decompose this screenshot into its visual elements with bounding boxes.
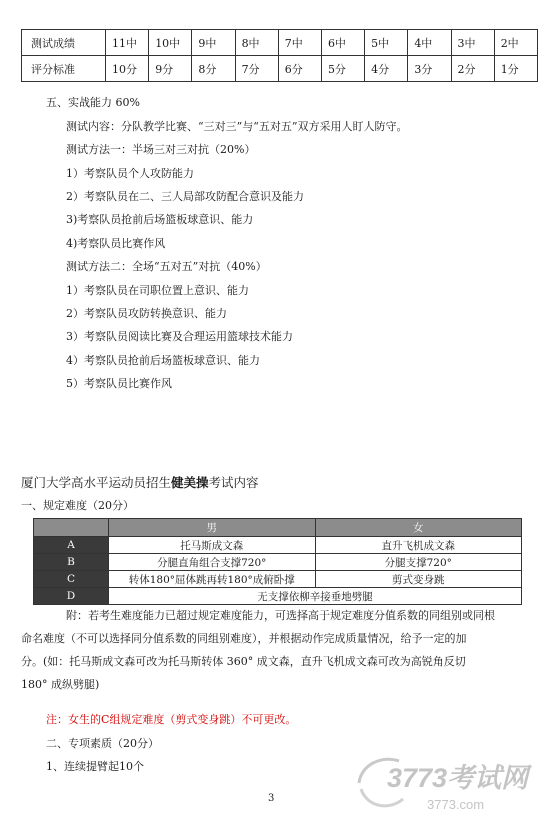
table-cell: 3中 (451, 30, 494, 56)
table-cell: C (34, 571, 109, 588)
table-cell: 6中 (321, 30, 364, 56)
list-item: 3)考察队员抢前后场篮板球意识、能力 (66, 213, 254, 226)
table-cell: 2中 (494, 30, 537, 56)
svg-text:3773考试网: 3773考试网 (387, 763, 529, 793)
table-cell: 直升飞机成文森 (315, 537, 522, 554)
method-heading: 测试方法一：半场三对三对抗（20%） (66, 143, 256, 156)
table-cell: 8分 (192, 56, 235, 82)
table-cell: D (34, 588, 109, 605)
table-cell: 7中 (278, 30, 321, 56)
list-item: 2）考察队员攻防转换意识、能力 (66, 307, 227, 320)
difficulty-table (33, 518, 522, 605)
table-cell: 6分 (278, 56, 321, 82)
watermark-icon (347, 749, 537, 817)
table-cell: 9分 (149, 56, 192, 82)
table-cell: 男 (109, 519, 316, 537)
note-paragraph (21, 604, 531, 696)
title-prefix: 厦门大学高水平运动员招生 (21, 475, 172, 490)
table-cell: 11中 (106, 30, 149, 56)
table-row (34, 571, 522, 588)
table-cell: 评分标准 (22, 56, 106, 82)
list-item: 2）考察队员在二、三人局部攻防配合意识及能力 (66, 190, 304, 203)
table-cell: 2分 (451, 56, 494, 82)
list-item: 1、连续提臂起10个 (46, 760, 144, 773)
watermark-logo (347, 749, 537, 817)
table-row (34, 554, 522, 571)
table-cell: 9中 (192, 30, 235, 56)
list-item: 1）考察队员在司职位置上意识、能力 (66, 284, 249, 297)
page-number: 3 (268, 793, 275, 804)
page-title (21, 476, 259, 490)
list-item: 1）考察队员个人攻防能力 (66, 167, 194, 180)
table-cell: 女 (315, 519, 522, 537)
table-cell: 8中 (235, 30, 278, 56)
table-cell: 10分 (106, 56, 149, 82)
section-heading: 五、实战能力 60% (46, 96, 140, 109)
table-cell: 分腿直角组合支撑720° (109, 554, 316, 571)
list-item: 4）考察队员抢前后场篮板球意识、能力 (66, 354, 260, 367)
table-cell: 5中 (365, 30, 408, 56)
note-line: 分。(如：托马斯成文森可改为托马斯转体 360° 成文森，直升飞机成文森可改为高锐角反切 (21, 655, 466, 668)
table-cell: 1分 (494, 56, 537, 82)
method-heading: 测试方法二：全场“五对五”对抗（40%） (66, 260, 267, 273)
table-cell: B (34, 554, 109, 571)
title-suffix: 考试内容 (208, 475, 259, 490)
list-item: 5）考察队员比赛作风 (66, 377, 172, 390)
table-cell: 剪式变身跳 (315, 571, 522, 588)
table-cell: 5分 (321, 56, 364, 82)
table-row (34, 588, 522, 605)
test-content: 测试内容：分队教学比赛、“三对三”与“五对五”双方采用人盯人防守。 (66, 120, 408, 133)
table-header-row (34, 519, 522, 537)
score-row-standard (22, 56, 538, 82)
list-item: 4)考察队员比赛作风 (66, 237, 166, 250)
table-cell: 无支撑依柳辛接垂地劈腿 (109, 588, 522, 605)
table-cell: 测试成绩 (22, 30, 106, 56)
table-cell: 4分 (365, 56, 408, 82)
table-cell: 4中 (408, 30, 451, 56)
section-heading: 一、规定难度（20分） (21, 499, 134, 512)
note-line: 180° 成纵劈腿) (21, 678, 100, 691)
title-bold: 健美操 (171, 475, 209, 490)
table-cell: 托马斯成文森 (109, 537, 316, 554)
table-cell: 7分 (235, 56, 278, 82)
table-cell: A (34, 537, 109, 554)
table-cell: 3分 (408, 56, 451, 82)
note-line: 命名难度（不可以选择同分值系数的同组别难度），并根据动作完成质量情况，给予一定的加 (21, 632, 467, 645)
svg-text:3773.com: 3773.com (427, 797, 485, 812)
table-row (34, 537, 522, 554)
section-heading: 二、专项素质（20分） (46, 737, 159, 750)
table-cell: 分腿支撑720° (315, 554, 522, 571)
score-row-results (22, 30, 538, 56)
score-table (21, 29, 538, 82)
table-cell (34, 519, 109, 537)
red-note: 注：女生的C组规定难度（剪式变身跳）不可更改。 (46, 713, 297, 726)
note-line: 附：若考生难度能力已超过规定难度能力，可选择高于规定难度分值系数的同组别或同根 (66, 609, 495, 622)
list-item: 3）考察队员阅读比赛及合理运用篮球技术能力 (66, 330, 293, 343)
table-cell: 转体180°屈体跳再转180°成俯卧撑 (109, 571, 316, 588)
table-cell: 10中 (149, 30, 192, 56)
